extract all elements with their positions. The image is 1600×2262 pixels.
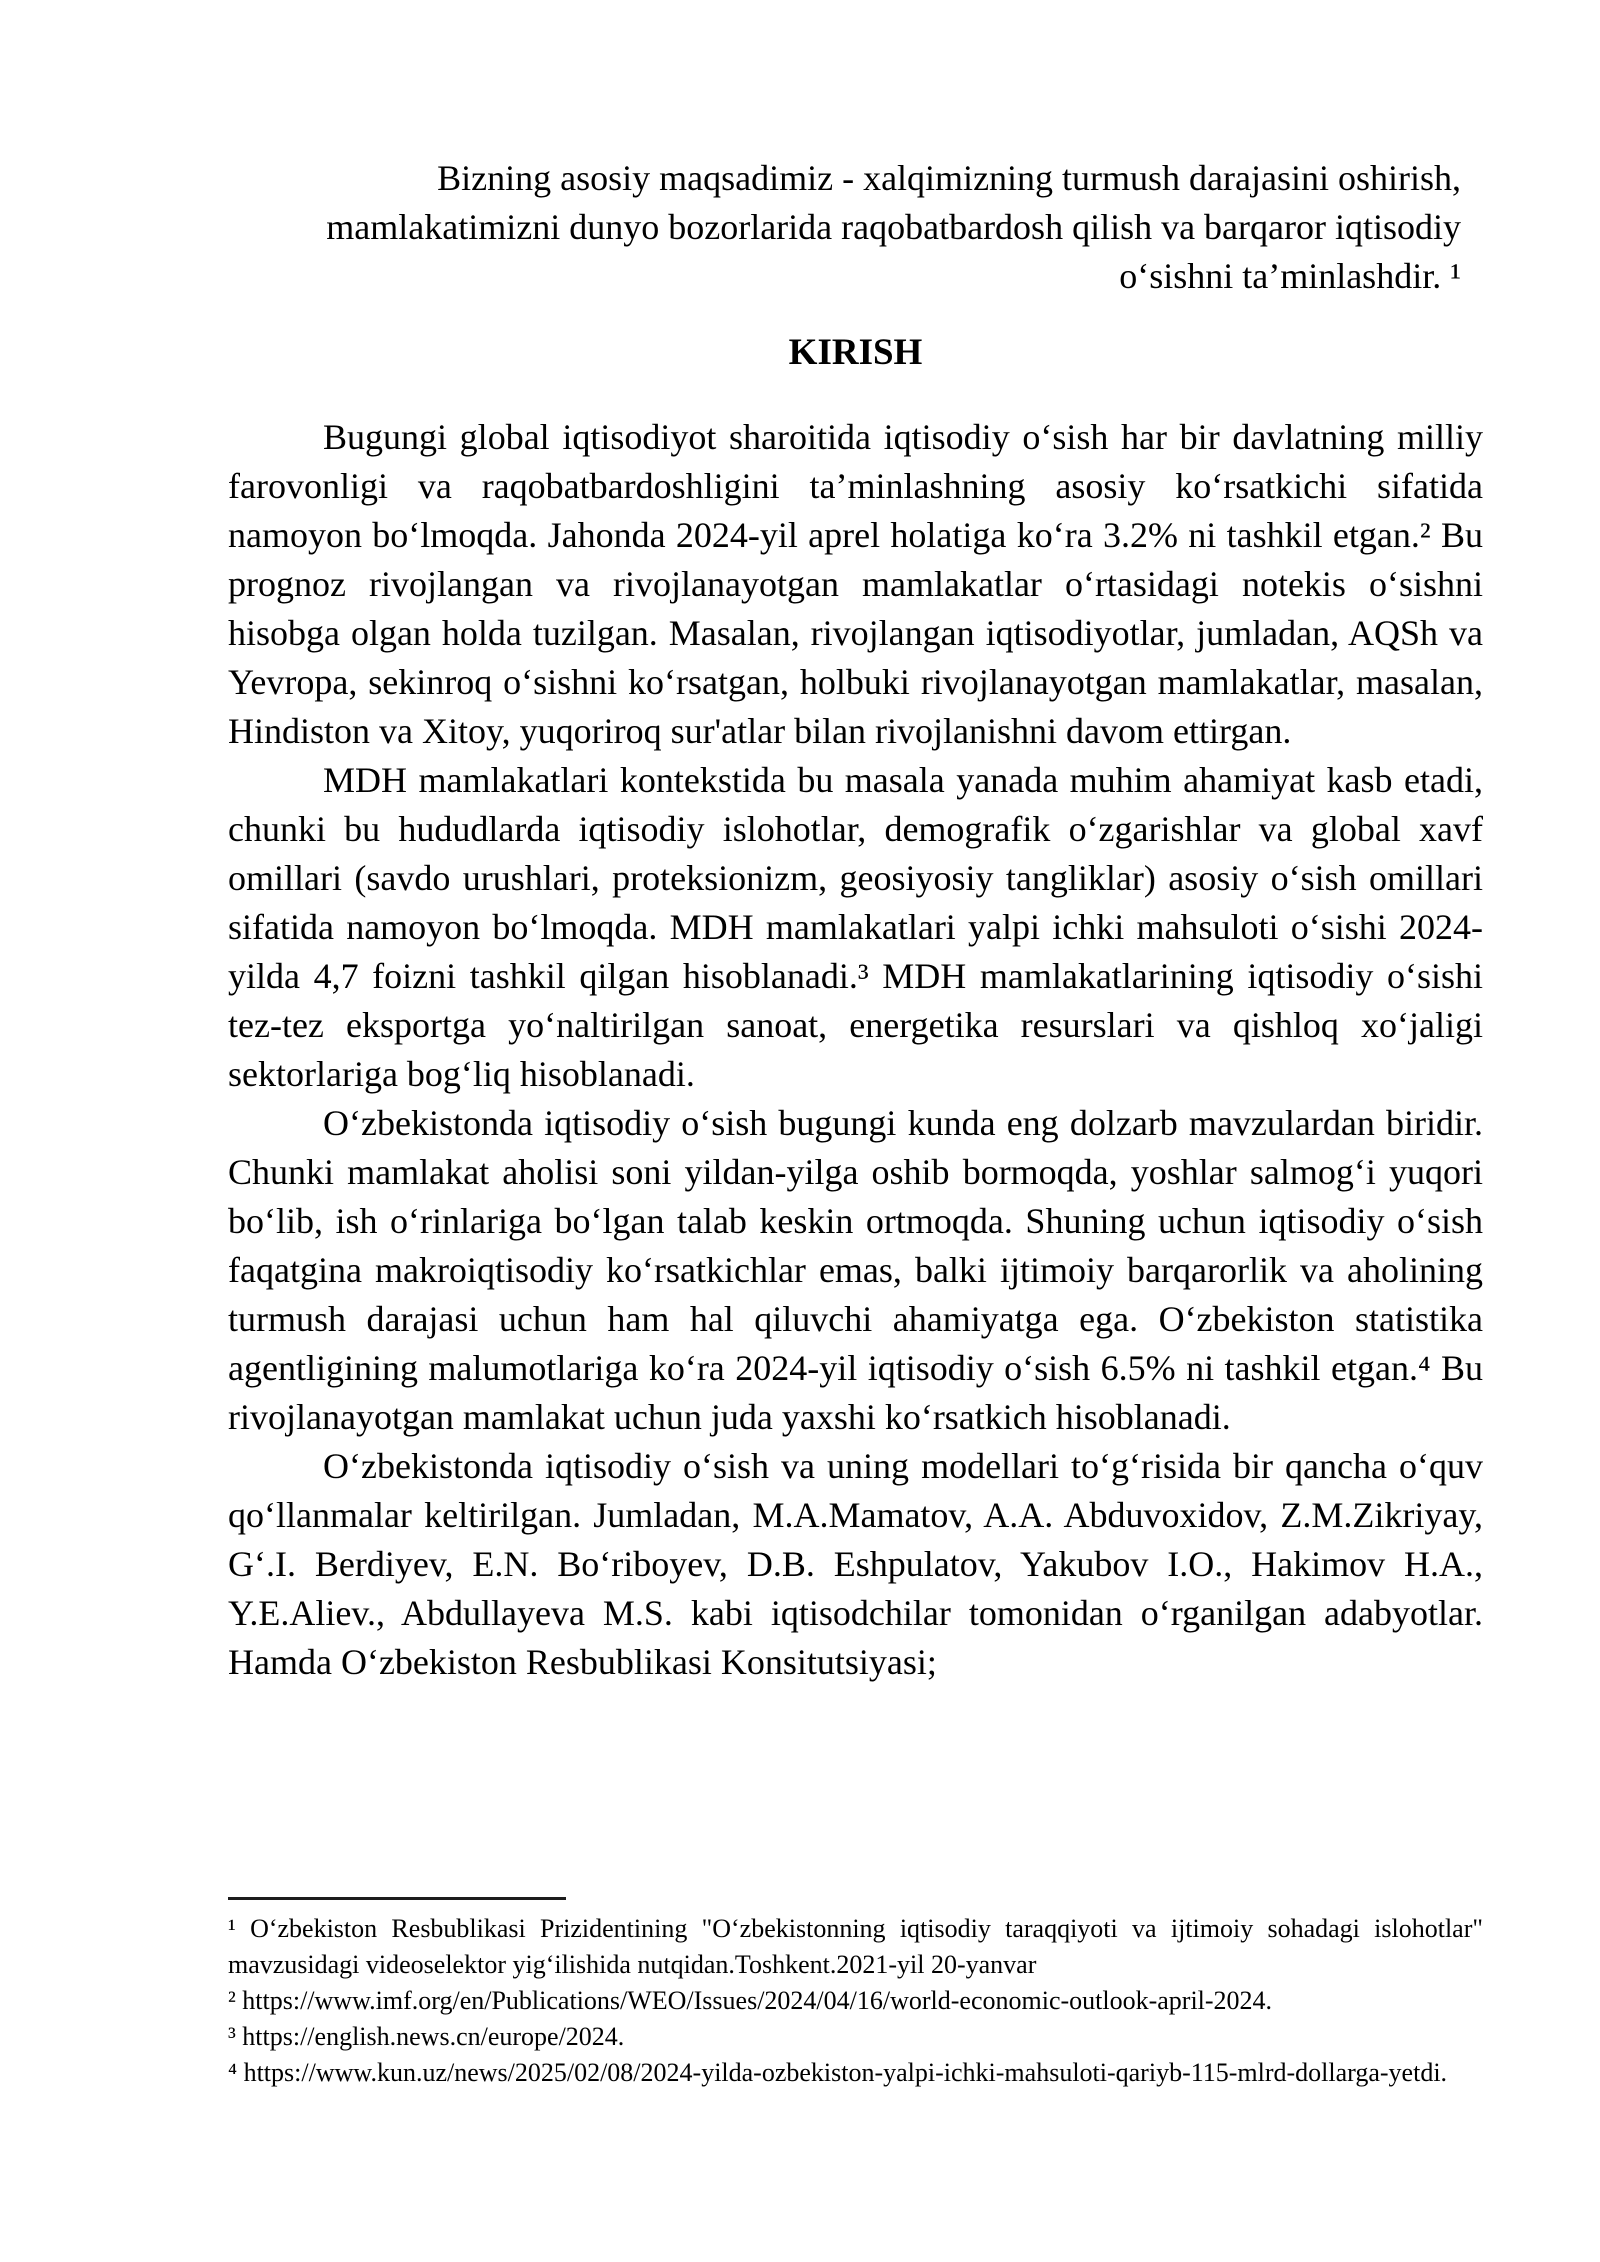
intro-heading: KIRISH [788, 332, 923, 373]
footnote-separator [228, 1897, 566, 1900]
body-paragraph: MDH mamlakatlari kontekstida bu masala yanada muhim ahamiyat kasb etadi, chunki bu hududlarda iqtisodiy islohotlar, demografik o‘zgarishlar va global xavf omillari (savdo urushlari, proteksionizm, geosiyosiy tangliklar) asosiy o‘sish omillari sifatida namoyon bo‘lmoqda. MDH mamlakatlari yalpi ichki mahsuloti o‘sishi 2024-yilda 4,7 foizni tashkil qilgan hisoblanadi.³ MDH mamlakatlarining iqtisodiy o‘sishi tez-tez eksportga yo‘naltirilgan sanoat, energetika resurslari va qishloq xo‘jaligi sektorlariga bog‘liq hisoblanadi. [228, 760, 1483, 1094]
footnote: ⁴ https://www.kun.uz/news/2025/02/08/2024-yilda-ozbekiston-yalpi-ichki-mahsuloti-qariyb-115-mlrd-dollarga-yetdi. [228, 2058, 1448, 2087]
footnote: ¹ O‘zbekiston Resbublikasi Prizidentining "O‘zbekistonning iqtisodiy taraqqiyoti va ijtimoiy sohadagi islohotlar" mavzusidagi videoselektor yig‘ilishida nutqidan.Toshkent.2021-yil 20-yanvar [228, 1914, 1483, 1979]
footnote: ³ https://english.news.cn/europe/2024. [228, 2022, 625, 2051]
footnote-area [228, 1897, 1483, 2091]
body-paragraph: O‘zbekistonda iqtisodiy o‘sish bugungi kunda eng dolzarb mavzulardan biridir. Chunki mamlakat aholisi soni yildan-yilga oshib bormoqda, yoshlar salmog‘i yuqori bo‘lib, ish o‘rinlariga bo‘lgan talab keskin ortmoqda. Shuning uchun iqtisodiy o‘sish faqatgina makroiqtisodiy ko‘rsatkichlar emas, balki ijtimoiy barqarorlik va aholining turmush darajasi uchun ham hal qiluvchi ahamiyatga ega. O‘zbekiston statistika agentligining malumotlariga ko‘ra 2024-yil iqtisodiy o‘sish 6.5% ni tashkil etgan.⁴ Bu rivojlanayotgan mamlakat uchun juda yaxshi ko‘rsatkich hisoblanadi. [228, 1103, 1483, 1437]
body-paragraph: O‘zbekistonda iqtisodiy o‘sish va uning modellari to‘g‘risida bir qancha o‘quv qo‘llanmalar keltirilgan. Jumladan, M.A.Mamatov, A.A. Abduvoxidov, Z.M.Zikriyay, G‘.I. Berdiyev, E.N. Bo‘riboyev, D.B. Eshpulatov, Yakubov I.O., Hakimov H.A., Y.E.Aliev., Abdullayeva M.S. kabi iqtisodchilar tomonidan o‘rganilgan adabyotlar. Hamda O‘zbekiston Resbublikasi Konsitutsiyasi; [228, 1446, 1483, 1682]
page-content [228, 0, 1483, 1687]
footnote: ² https://www.imf.org/en/Publications/WEO/Issues/2024/04/16/world-economic-outlook-april-2024. [228, 1986, 1273, 2015]
epigraph-quote: Bizning asosiy maqsadimiz - xalqimizning turmush darajasini oshirish, mamlakatimizni dunyo bozorlarida raqobatbardosh qilish va barqaror iqtisodiy o‘sishni ta’minlashdir. ¹ [326, 158, 1461, 296]
body-paragraph: Bugungi global iqtisodiyot sharoitida iqtisodiy o‘sish har bir davlatning milliy farovonligi va raqobatbardoshligini ta’minlashning asosiy ko‘rsatkichi sifatida namoyon bo‘lmoqda. Jahonda 2024-yil aprel holatiga ko‘ra 3.2% ni tashkil etgan.² Bu prognoz rivojlangan va rivojlanayotgan mamlakatlar o‘rtasidagi notekis o‘sishni hisobga olgan holda tuzilgan. Masalan, rivojlangan iqtisodiyotlar, jumladan, AQSh va Yevropa, sekinroq o‘sishni ko‘rsatgan, holbuki rivojlanayotgan mamlakatlar, masalan, Hindiston va Xitoy, yuqoriroq sur'atlar bilan rivojlanishni davom ettirgan. [228, 417, 1483, 751]
